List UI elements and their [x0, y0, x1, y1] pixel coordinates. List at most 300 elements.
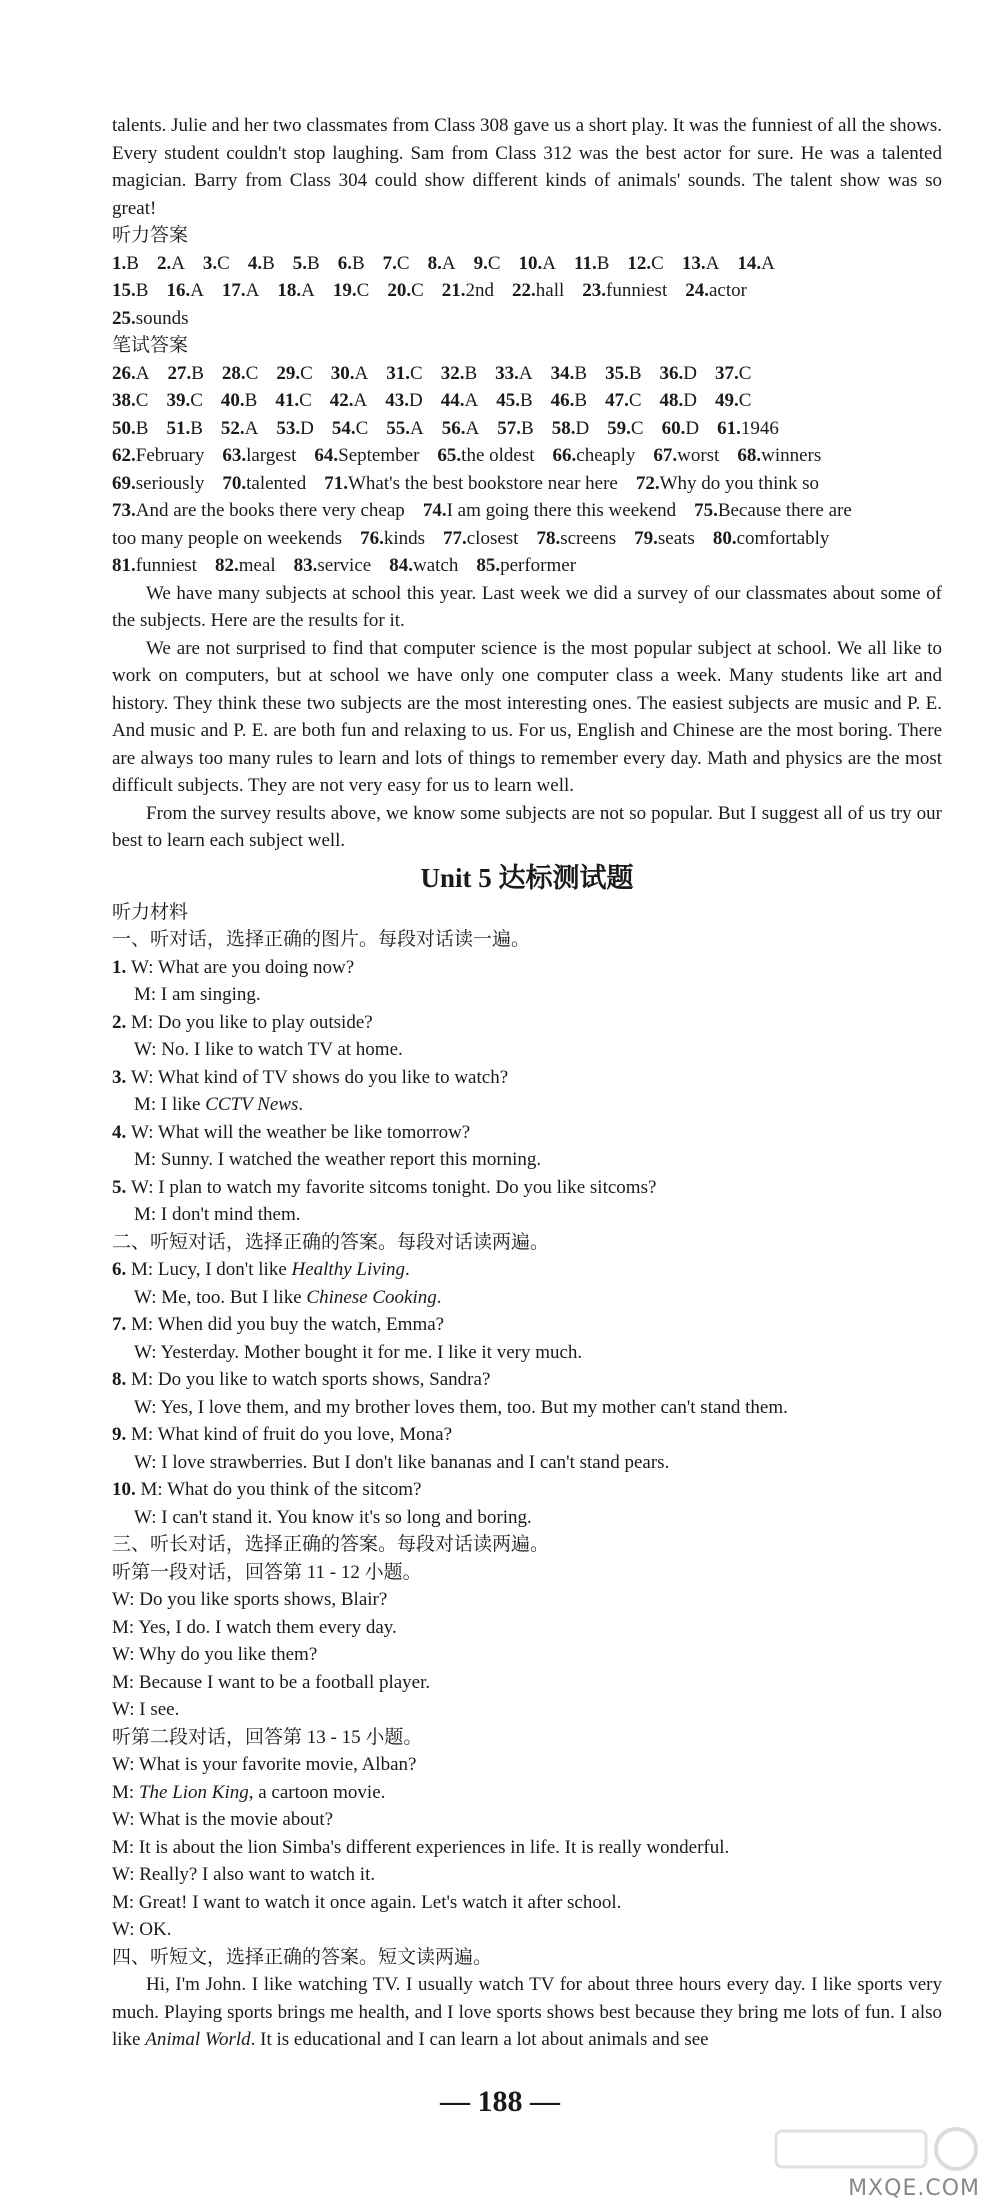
answer-number: 62.: [112, 445, 136, 466]
answer-number: 22.: [512, 280, 536, 301]
answer-item: [553, 445, 636, 466]
part2-heading: 二、听短对话，选择正确的答案。每段对话读两遍。: [112, 1231, 550, 1253]
answer-number: 29.: [276, 362, 301, 384]
answer-number: 72.: [635, 472, 660, 494]
dialogue-line: [112, 1091, 942, 1119]
answer-item: [552, 418, 589, 439]
answer-item: [443, 528, 518, 549]
dialogue-line: [112, 1064, 942, 1092]
answer-value: 2nd: [465, 280, 495, 301]
dialogue-line: [112, 1696, 942, 1724]
answer-item: [112, 253, 139, 274]
answer-number: 8.: [427, 252, 442, 274]
answer-value: A: [464, 390, 479, 411]
answer-item: [112, 390, 148, 411]
answer-number: 70.: [222, 472, 247, 494]
answer-number: 42.: [329, 390, 354, 411]
answer-item: [551, 363, 587, 384]
listening-answers-heading: 听力答案: [112, 225, 189, 246]
answer-item: [574, 253, 609, 274]
dialogue-line: [112, 1284, 942, 1312]
answer-value: 1946: [740, 417, 779, 439]
question-number: 3.: [112, 1066, 131, 1088]
dialogue-text: W: Yesterday. Mother bought it for me. I like it very much.: [134, 1341, 583, 1363]
answer-value: seats: [657, 527, 695, 549]
part1-dialogues: [112, 954, 942, 1229]
dialogue-text: W: What is your favorite movie, Alban?: [112, 1754, 417, 1775]
answer-value: A: [244, 417, 259, 439]
answer-value: seriously: [135, 472, 205, 494]
answer-number: 9.: [473, 252, 488, 274]
answer-value: C: [190, 390, 203, 411]
answer-item: [713, 528, 830, 549]
answer-value: A: [465, 417, 480, 439]
answer-number: 11.: [574, 252, 597, 274]
answer-item: [314, 445, 419, 466]
dialogue-line: [112, 1586, 942, 1614]
program-title: Healthy Living: [291, 1259, 405, 1280]
dialogue-line: [112, 1916, 942, 1944]
answer-number: 33.: [495, 362, 519, 384]
answer-value: A: [190, 280, 204, 301]
dialogue-line: [112, 1256, 942, 1284]
answer-item: [476, 555, 576, 576]
answer-value: largest: [246, 445, 297, 466]
answer-item: [607, 418, 643, 439]
answer-number: 31.: [386, 362, 411, 384]
dialogue-text: M: Great! I want to watch it once again. Let's watch it after school.: [112, 1891, 622, 1913]
answer-item: [660, 390, 697, 411]
dialogue-text: W: Yes, I love them, and my brother loves them, too. But my mother can't stand them.: [134, 1396, 788, 1418]
answer-number: 39.: [166, 390, 191, 411]
answer-number: 20.: [387, 280, 412, 301]
part4-heading: 四、听短文，选择正确的答案。短文读两遍。: [112, 1946, 493, 1968]
answer-value: winners: [761, 445, 822, 466]
answer-number: 61.: [717, 417, 741, 439]
answer-number: 28.: [221, 362, 246, 384]
answer-value: closest: [466, 527, 519, 549]
listening-answers: [112, 250, 942, 333]
answer-item: [112, 308, 189, 329]
answer-item: [112, 418, 148, 439]
dialogue-text: 听第一段对话，回答第 11 - 12 小题。: [112, 1561, 422, 1583]
answer-value: D: [408, 390, 423, 411]
question-number: 9.: [112, 1424, 131, 1445]
answer-item: [112, 473, 204, 494]
answer-value: B: [135, 417, 149, 439]
answer-value: actor: [708, 280, 747, 301]
dialogue-line: [112, 1009, 942, 1037]
answer-value: B: [307, 252, 320, 274]
answer-value: B: [519, 390, 533, 411]
dialogue-text: W: OK.: [112, 1919, 172, 1940]
dialogue-line: [112, 1119, 942, 1147]
program-title: Chinese Cooking: [306, 1286, 437, 1308]
answer-item: [694, 500, 852, 521]
answer-item: [496, 390, 532, 411]
answer-number: 7.: [382, 252, 397, 274]
answer-value: Because there are: [717, 500, 852, 521]
answer-number: 37.: [715, 362, 739, 384]
answer-value: B: [596, 252, 610, 274]
answer-number: 3.: [202, 252, 218, 274]
answer-number: 68.: [737, 445, 762, 466]
dialogue-line: [112, 1174, 942, 1202]
dialogue-line: [112, 1614, 942, 1642]
written-answers: [112, 360, 942, 580]
dialogue-line: [112, 1201, 942, 1229]
dialogue-line: [112, 1036, 942, 1064]
answer-value: B: [262, 252, 275, 274]
answer-item: [605, 390, 641, 411]
answer-value: B: [628, 362, 642, 384]
answer-number: 44.: [440, 390, 465, 411]
answer-value: D: [683, 362, 697, 384]
answer-value: A: [354, 362, 369, 384]
answer-value: C: [487, 252, 501, 274]
answer-item: [383, 253, 410, 274]
answer-value: C: [651, 252, 664, 274]
dialogue-text: W: What kind of TV shows do you like to watch?: [131, 1066, 509, 1088]
answer-item: [276, 363, 312, 384]
answer-item: [497, 418, 533, 439]
dialogue-line: [112, 1394, 942, 1422]
dialogue-text: M: I am singing.: [134, 984, 261, 1005]
answer-number: 5.: [292, 252, 308, 274]
answer-row: [112, 415, 942, 443]
answer-number: 41.: [275, 390, 300, 411]
answer-number: 50.: [112, 417, 136, 439]
answer-value: B: [574, 390, 588, 411]
dialogue-text: .: [436, 1286, 442, 1308]
answer-value: C: [630, 417, 644, 439]
answer-value: D: [575, 417, 590, 439]
dialogue-line: [112, 1806, 942, 1834]
answer-value: B: [191, 362, 204, 384]
part1-heading: 一、听对话，选择正确的图片。每段对话读一遍。: [112, 929, 531, 950]
answer-item: [386, 418, 423, 439]
answer-row: [112, 360, 942, 388]
answer-value: What's the best bookstore near here: [348, 472, 618, 494]
answer-value: C: [355, 417, 369, 439]
answer-value: B: [351, 252, 365, 274]
answer-number: 17.: [221, 280, 246, 301]
answer-number: 71.: [324, 472, 348, 494]
answer-number: 66.: [552, 445, 577, 466]
answer-item: [203, 253, 230, 274]
answer-value: D: [300, 417, 314, 439]
answer-number: 63.: [222, 445, 247, 466]
answer-value: B: [244, 390, 258, 411]
essay-paragraph: From the survey results above, we know some subjects are not so popular. But I suggest all of us try our best to learn each subject well.: [112, 802, 942, 851]
answer-value: C: [738, 362, 752, 384]
answer-value: kinds: [383, 527, 425, 549]
answer-item: [717, 418, 779, 439]
answer-value: I am going there this weekend: [446, 500, 677, 521]
answer-value: September: [338, 445, 420, 466]
answer-item: [385, 390, 422, 411]
answer-number: 30.: [330, 362, 355, 384]
answer-number: 23.: [582, 280, 607, 301]
answer-value: A: [441, 252, 456, 274]
dialogue-text: 听第二段对话，回答第 13 - 15 小题。: [112, 1726, 423, 1748]
answer-row: [112, 442, 942, 470]
watermark-text: MXQE.COM: [848, 2176, 980, 2201]
question-number: 4.: [112, 1121, 131, 1143]
answer-value: hall: [535, 280, 565, 301]
answer-item: [166, 390, 202, 411]
dialogue-text: M: Sunny. I watched the weather report this morning.: [134, 1149, 542, 1170]
answer-item: [112, 363, 149, 384]
answer-item: [324, 473, 618, 494]
answer-value: A: [171, 252, 185, 274]
answer-number: 65.: [437, 445, 462, 466]
answer-number: 79.: [634, 527, 658, 549]
answer-item: [653, 445, 719, 466]
answer-number: 2.: [156, 252, 172, 274]
answer-number: 45.: [496, 390, 520, 411]
question-number: 8.: [112, 1369, 131, 1390]
answer-item: [112, 528, 342, 549]
dialogue-text: W: Really? I also want to watch it.: [112, 1864, 376, 1885]
dialogue-text: .: [404, 1259, 410, 1280]
part2-dialogues: [112, 1256, 942, 1531]
answer-value: A: [301, 280, 315, 301]
dialogue-line: [112, 954, 942, 982]
answer-item: [360, 528, 425, 549]
answer-item: [332, 418, 368, 439]
answer-item: [715, 363, 751, 384]
dialogue-text: W: Do you like sports shows, Blair?: [112, 1589, 388, 1610]
dialogue-text: M: Do you like to play outside?: [131, 1011, 373, 1033]
passage-title: Animal World: [145, 2029, 251, 2050]
dialogue-line: [112, 1311, 942, 1339]
answer-value: worst: [677, 445, 720, 466]
answer-item: [495, 363, 532, 384]
dialogue-text: M: I don't mind them.: [134, 1204, 301, 1225]
answer-value: A: [245, 280, 260, 301]
answer-item: [112, 500, 405, 521]
answer-value: funniest: [606, 280, 668, 301]
answer-item: [276, 418, 313, 439]
answer-item: [582, 280, 667, 301]
answer-number: 54.: [331, 417, 356, 439]
dialogue-text: W: What will the weather be like tomorrow?: [131, 1121, 471, 1143]
answer-value: A: [518, 362, 533, 384]
answer-value: B: [126, 252, 139, 274]
answer-item: [737, 445, 821, 466]
answer-number: 73.: [112, 500, 136, 521]
answer-item: [512, 280, 564, 301]
answer-item: [215, 555, 276, 576]
program-title: The Lion King: [138, 1781, 249, 1803]
answer-number: 77.: [443, 527, 467, 549]
answer-value: B: [135, 280, 149, 301]
answer-value: B: [190, 417, 203, 439]
essay-paragraph: We have many subjects at school this year. Last week we did a survey of our classmates about some of the subjects. Here are the results for it.: [112, 582, 942, 631]
dialogue-text: .: [298, 1094, 304, 1115]
dialogue-text: W: I love strawberries. But I don't like bananas and I can't stand pears.: [134, 1451, 670, 1473]
dialogue-text: M: When did you buy the watch, Emma?: [131, 1314, 445, 1335]
answer-number: 1.: [112, 252, 127, 274]
answer-row: [112, 277, 942, 305]
answer-number: 83.: [293, 555, 318, 576]
dialogue-text: M: I like: [134, 1094, 206, 1115]
dialogue-text: M: Yes, I do. I watch them every day.: [112, 1616, 397, 1638]
answer-item: [112, 445, 204, 466]
answer-number: 18.: [277, 280, 302, 301]
answer-value: the oldest: [461, 445, 535, 466]
answer-item: [660, 363, 697, 384]
answer-value: talented: [246, 472, 307, 494]
answer-item: [221, 390, 257, 411]
answer-row: [112, 305, 942, 333]
answer-number: 40.: [220, 390, 245, 411]
answer-number: 52.: [220, 417, 245, 439]
answer-row: [112, 497, 942, 525]
answer-value: comfortably: [736, 527, 830, 549]
answer-number: 12.: [627, 252, 652, 274]
dialogue-text: M:: [112, 1781, 139, 1803]
answer-item: [157, 253, 185, 274]
answer-item: [441, 363, 477, 384]
answer-number: 4.: [247, 252, 263, 274]
answer-value: C: [300, 362, 313, 384]
answer-item: [442, 280, 494, 301]
answer-number: 78.: [536, 527, 561, 549]
answer-row: [112, 525, 942, 553]
answer-item: [166, 418, 202, 439]
answer-item: [423, 500, 676, 521]
dialogue-text: M: What kind of fruit do you love, Mona?: [131, 1424, 453, 1445]
answer-number: 57.: [497, 417, 521, 439]
answer-item: [685, 280, 747, 301]
answer-number: 81.: [112, 555, 136, 576]
answer-number: 46.: [550, 390, 575, 411]
answer-row: [112, 552, 942, 580]
answer-number: 59.: [607, 417, 631, 439]
answer-value: And are the books there very cheap: [135, 500, 405, 521]
dialogue-line: [112, 1421, 942, 1449]
answer-item: [389, 555, 458, 576]
answer-number: 53.: [276, 417, 301, 439]
answer-value: B: [521, 417, 534, 439]
written-answers-heading: 笔试答案: [112, 335, 189, 356]
question-number: 2.: [112, 1011, 131, 1033]
answer-item: [605, 363, 641, 384]
answer-value: too many people on weekends: [112, 527, 343, 549]
dialogue-line: [112, 1559, 942, 1587]
answer-item: [682, 253, 719, 274]
question-number: 7.: [112, 1314, 131, 1335]
dialogue-text: W: No. I like to watch TV at home.: [134, 1039, 403, 1060]
dialogue-line: [112, 1339, 942, 1367]
answer-value: February: [135, 445, 205, 466]
question-number: 10.: [112, 1479, 141, 1500]
answer-item: [275, 390, 311, 411]
answer-value: C: [411, 280, 424, 301]
answer-item: [221, 418, 258, 439]
dialogue-text: M: Lucy, I don't like: [131, 1259, 292, 1280]
answer-value: C: [628, 390, 642, 411]
answer-number: 10.: [518, 252, 543, 274]
answer-item: [441, 390, 478, 411]
answer-value: A: [410, 417, 424, 439]
part3-dialogues: [112, 1559, 942, 1944]
answer-number: 43.: [385, 390, 409, 411]
answer-value: C: [356, 280, 370, 301]
answer-item: [428, 253, 456, 274]
answer-row: [112, 250, 942, 278]
listening-material-heading: 听力材料: [112, 901, 189, 923]
part3-heading: 三、听长对话，选择正确的答案。每段对话读两遍。: [112, 1534, 550, 1555]
answer-number: 47.: [605, 390, 629, 411]
answer-item: [737, 253, 774, 274]
dialogue-line: [112, 1724, 942, 1752]
answer-number: 49.: [715, 390, 739, 411]
answer-row: [112, 387, 942, 415]
answer-item: [437, 445, 534, 466]
answer-item: [222, 445, 296, 466]
dialogue-line: [112, 1861, 942, 1889]
answer-item: [338, 253, 365, 274]
part4-passage: [112, 1971, 942, 2054]
answer-value: D: [685, 417, 700, 439]
answer-value: B: [464, 362, 478, 384]
answer-number: 58.: [551, 417, 576, 439]
answer-value: C: [410, 362, 423, 384]
dialogue-text: W: Me, too. But I like: [134, 1286, 307, 1308]
answer-number: 82.: [214, 555, 239, 576]
dialogue-line: [112, 1449, 942, 1477]
question-number: 1.: [112, 956, 131, 978]
answer-item: [248, 253, 275, 274]
answer-item: [331, 363, 368, 384]
answer-value: funniest: [135, 555, 197, 576]
answer-number: 35.: [605, 362, 629, 384]
dialogue-text: M: What do you think of the sitcom?: [140, 1479, 422, 1500]
answer-value: D: [683, 390, 697, 411]
answer-number: 76.: [360, 527, 384, 549]
answer-number: 19.: [332, 280, 357, 301]
answer-item: [636, 473, 819, 494]
answer-number: 80.: [712, 527, 737, 549]
answer-value: A: [353, 390, 368, 411]
essay-paragraph: We are not surprised to find that computer science is the most popular subject at school. We all like to work on computers, but at school we have only one computer class a week. Many students like art and history. They think these two subjects are the most interesting ones. The easiest subjects are music and P. E. And music and P. E. are both fun and relaxing to us. For us, English and Chinese are the most boring. There are always too many rules to learn and lots of things to remember every day. Math and physics are the most difficult subjects. They are not very easy for us to learn well.: [112, 637, 942, 796]
answer-number: 51.: [166, 417, 191, 439]
dialogue-text: W: I see.: [112, 1699, 180, 1720]
answer-number: 32.: [440, 362, 465, 384]
answer-item: [536, 528, 616, 549]
dialogue-line: [112, 1751, 942, 1779]
answer-row: [112, 470, 942, 498]
answer-number: 74.: [422, 500, 447, 521]
answer-number: 56.: [441, 417, 466, 439]
answer-number: 15.: [112, 280, 136, 301]
answer-value: C: [135, 390, 149, 411]
answer-item: [634, 528, 695, 549]
answer-value: performer: [500, 555, 577, 576]
answer-value: screens: [560, 527, 617, 549]
answer-item: [277, 280, 314, 301]
answer-item: [386, 363, 422, 384]
answer-value: C: [245, 362, 259, 384]
answer-number: 36.: [659, 362, 684, 384]
answer-item: [387, 280, 423, 301]
answer-value: sounds: [135, 307, 189, 329]
answer-value: meal: [238, 555, 276, 576]
answer-item: [442, 418, 479, 439]
